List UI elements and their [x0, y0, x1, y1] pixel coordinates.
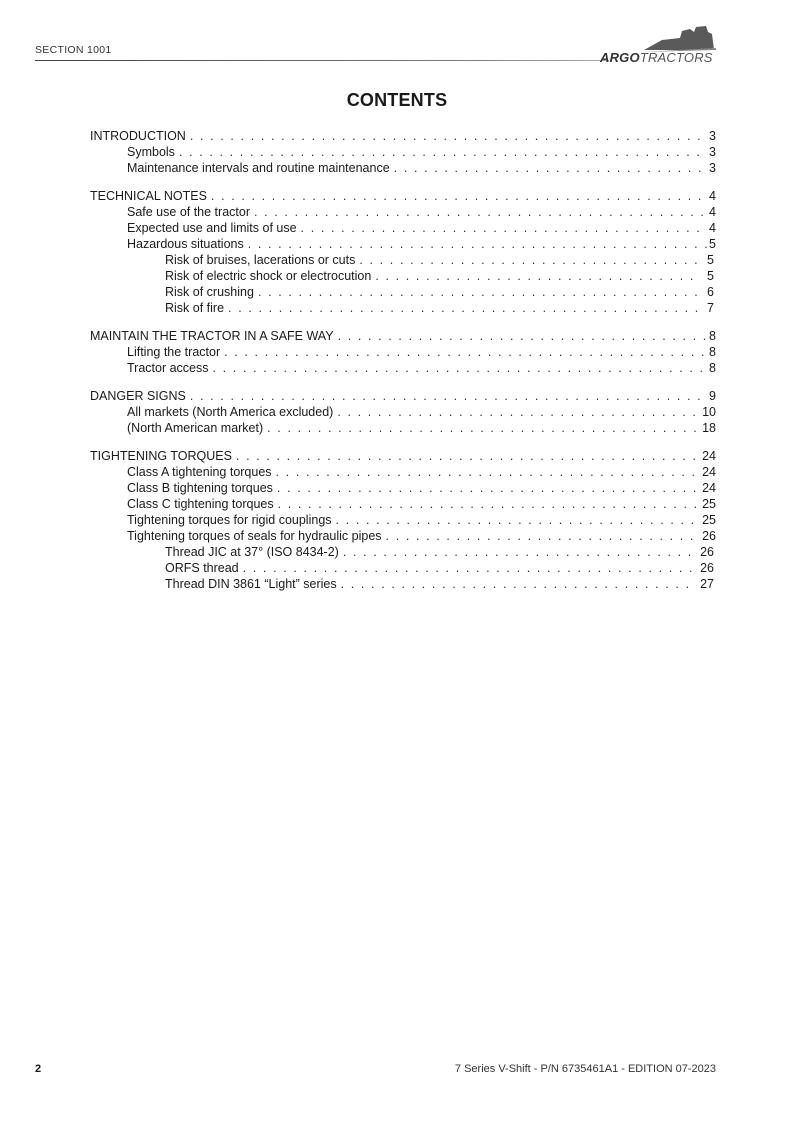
toc-entry-label: Expected use and limits of use: [127, 221, 297, 235]
toc-dot-leader: [254, 204, 707, 220]
toc-entry-label: Tightening torques of seals for hydraulic pipes: [127, 529, 382, 543]
toc-entry-label: Thread DIN 3861 “Light” series: [165, 577, 337, 591]
toc-group: [90, 188, 716, 316]
toc-entry-page: 27: [700, 577, 714, 591]
toc-entry-page: 7: [707, 301, 714, 315]
toc-dot-leader: [236, 448, 700, 464]
toc-dot-leader: [394, 160, 707, 176]
toc-entry-page: 8: [709, 345, 716, 359]
footer-page-number: 2: [35, 1063, 42, 1075]
toc-entry-page: 24: [702, 481, 716, 495]
toc-entry-label: MAINTAIN THE TRACTOR IN A SAFE WAY: [90, 329, 334, 343]
toc-entry-label: INTRODUCTION: [90, 129, 186, 143]
toc-entry-page: 4: [709, 205, 716, 219]
logo-wordmark-bold: ARGO: [600, 50, 640, 65]
toc-dot-leader: [277, 480, 700, 496]
toc-entry[interactable]: [90, 360, 716, 376]
toc-dot-leader: [341, 576, 692, 592]
toc-dot-leader: [375, 268, 699, 284]
toc-entry[interactable]: [90, 204, 716, 220]
toc-entry-page: 8: [709, 361, 716, 375]
toc-entry[interactable]: [90, 188, 716, 204]
argo-tractors-logo: [600, 26, 718, 66]
toc-entry-label: ORFS thread: [165, 561, 239, 575]
toc-dot-leader: [359, 252, 699, 268]
toc-entry-page: 3: [709, 161, 716, 175]
toc-entry-page: 18: [702, 421, 716, 435]
toc-entry-page: 24: [702, 449, 716, 463]
toc-entry-page: 9: [709, 389, 716, 403]
toc-dot-leader: [386, 528, 701, 544]
toc-entry[interactable]: [90, 420, 716, 436]
toc-entry-page: 4: [709, 189, 716, 203]
toc-dot-leader: [276, 464, 701, 480]
toc-entry-page: 6: [707, 285, 714, 299]
toc-dot-leader: [343, 544, 692, 560]
toc-entry-label: Safe use of the tractor: [127, 205, 250, 219]
toc-dot-leader: [258, 284, 699, 300]
footer-edition: 7 Series V-Shift - P/N 6735461A1 - EDITION 07-2023: [454, 1063, 716, 1075]
toc-entry[interactable]: [90, 544, 716, 560]
toc-entry-label: Risk of crushing: [165, 285, 254, 299]
toc-entry-label: TECHNICAL NOTES: [90, 189, 207, 203]
toc-entry[interactable]: [90, 464, 716, 480]
toc-dot-leader: [243, 560, 692, 576]
toc-entry[interactable]: [90, 344, 716, 360]
toc-entry-label: Lifting the tractor: [127, 345, 221, 359]
toc-entry[interactable]: [90, 160, 716, 176]
toc-group: [90, 448, 716, 592]
toc-entry[interactable]: [90, 496, 716, 512]
toc-entry-label: Symbols: [127, 145, 175, 159]
toc-entry-label: DANGER SIGNS: [90, 389, 186, 403]
toc-entry[interactable]: [90, 128, 716, 144]
toc-dot-leader: [338, 328, 707, 344]
section-label: SECTION 1001: [35, 44, 112, 56]
toc-entry[interactable]: [90, 560, 716, 576]
toc-entry[interactable]: [90, 480, 716, 496]
toc-entry-page: 4: [709, 221, 716, 235]
toc-entry[interactable]: [90, 300, 716, 316]
toc-entry-page: 25: [702, 513, 716, 527]
toc-dot-leader: [179, 144, 707, 160]
toc-entry-label: Tightening torques for rigid couplings: [127, 513, 332, 527]
toc-entry-page: 5: [707, 253, 714, 267]
toc-entry-label: Thread JIC at 37° (ISO 8434-2): [165, 545, 339, 559]
toc-entry[interactable]: [90, 144, 716, 160]
toc-entry-page: 26: [700, 561, 714, 575]
toc-group: [90, 128, 716, 176]
toc-entry-label: Class C tightening torques: [127, 497, 274, 511]
toc-entry[interactable]: [90, 528, 716, 544]
toc-entry[interactable]: [90, 576, 716, 592]
toc-entry-page: 10: [702, 405, 716, 419]
page-title: CONTENTS: [346, 90, 448, 110]
header-divider: [35, 60, 609, 61]
toc-entry[interactable]: [90, 448, 716, 464]
toc-entry[interactable]: [90, 388, 716, 404]
toc-entry-label: (North American market): [127, 421, 264, 435]
toc-entry-label: Class B tightening torques: [127, 481, 273, 495]
toc-dot-leader: [248, 236, 707, 252]
toc-group: [90, 388, 716, 436]
toc-entry-label: Risk of electric shock or electrocution: [165, 269, 372, 283]
toc-entry-page: 26: [700, 545, 714, 559]
toc-entry-page: 8: [709, 329, 716, 343]
toc-entry[interactable]: [90, 236, 716, 252]
toc-entry-page: 3: [709, 145, 716, 159]
toc-group: [90, 328, 716, 376]
table-of-contents: [90, 128, 716, 604]
toc-entry-label: Risk of fire: [165, 301, 225, 315]
toc-entry[interactable]: [90, 404, 716, 420]
logo-wordmark: [600, 50, 713, 65]
toc-entry[interactable]: [90, 220, 716, 236]
toc-entry[interactable]: [90, 284, 716, 300]
toc-entry-page: 5: [707, 269, 714, 283]
toc-dot-leader: [278, 496, 700, 512]
toc-dot-leader: [267, 420, 700, 436]
toc-dot-leader: [224, 344, 707, 360]
toc-entry-page: 5: [709, 237, 716, 251]
toc-entry-page: 25: [702, 497, 716, 511]
toc-dot-leader: [213, 360, 708, 376]
toc-dot-leader: [211, 188, 707, 204]
toc-entry-label: Tractor access: [127, 361, 209, 375]
toc-entry-label: Hazardous situations: [127, 237, 244, 251]
logo-wordmark-light: TRACTORS: [639, 50, 713, 65]
toc-entry-page: 26: [702, 529, 716, 543]
toc-dot-leader: [336, 512, 701, 528]
toc-entry-label: Risk of bruises, lacerations or cuts: [165, 253, 356, 267]
toc-entry-label: All markets (North America excluded): [127, 405, 334, 419]
toc-dot-leader: [228, 300, 699, 316]
toc-dot-leader: [337, 404, 700, 420]
toc-dot-leader: [301, 220, 708, 236]
toc-entry-page: 24: [702, 465, 716, 479]
toc-entry-label: TIGHTENING TORQUES: [90, 449, 232, 463]
tractor-silhouette-icon: [642, 26, 716, 52]
toc-dot-leader: [190, 128, 707, 144]
toc-entry[interactable]: [90, 268, 716, 284]
toc-dot-leader: [190, 388, 707, 404]
toc-entry-label: Maintenance intervals and routine maintenance: [127, 161, 390, 175]
toc-entry-page: 3: [709, 129, 716, 143]
toc-entry[interactable]: [90, 512, 716, 528]
toc-entry[interactable]: [90, 328, 716, 344]
toc-entry[interactable]: [90, 252, 716, 268]
toc-entry-label: Class A tightening torques: [127, 465, 272, 479]
